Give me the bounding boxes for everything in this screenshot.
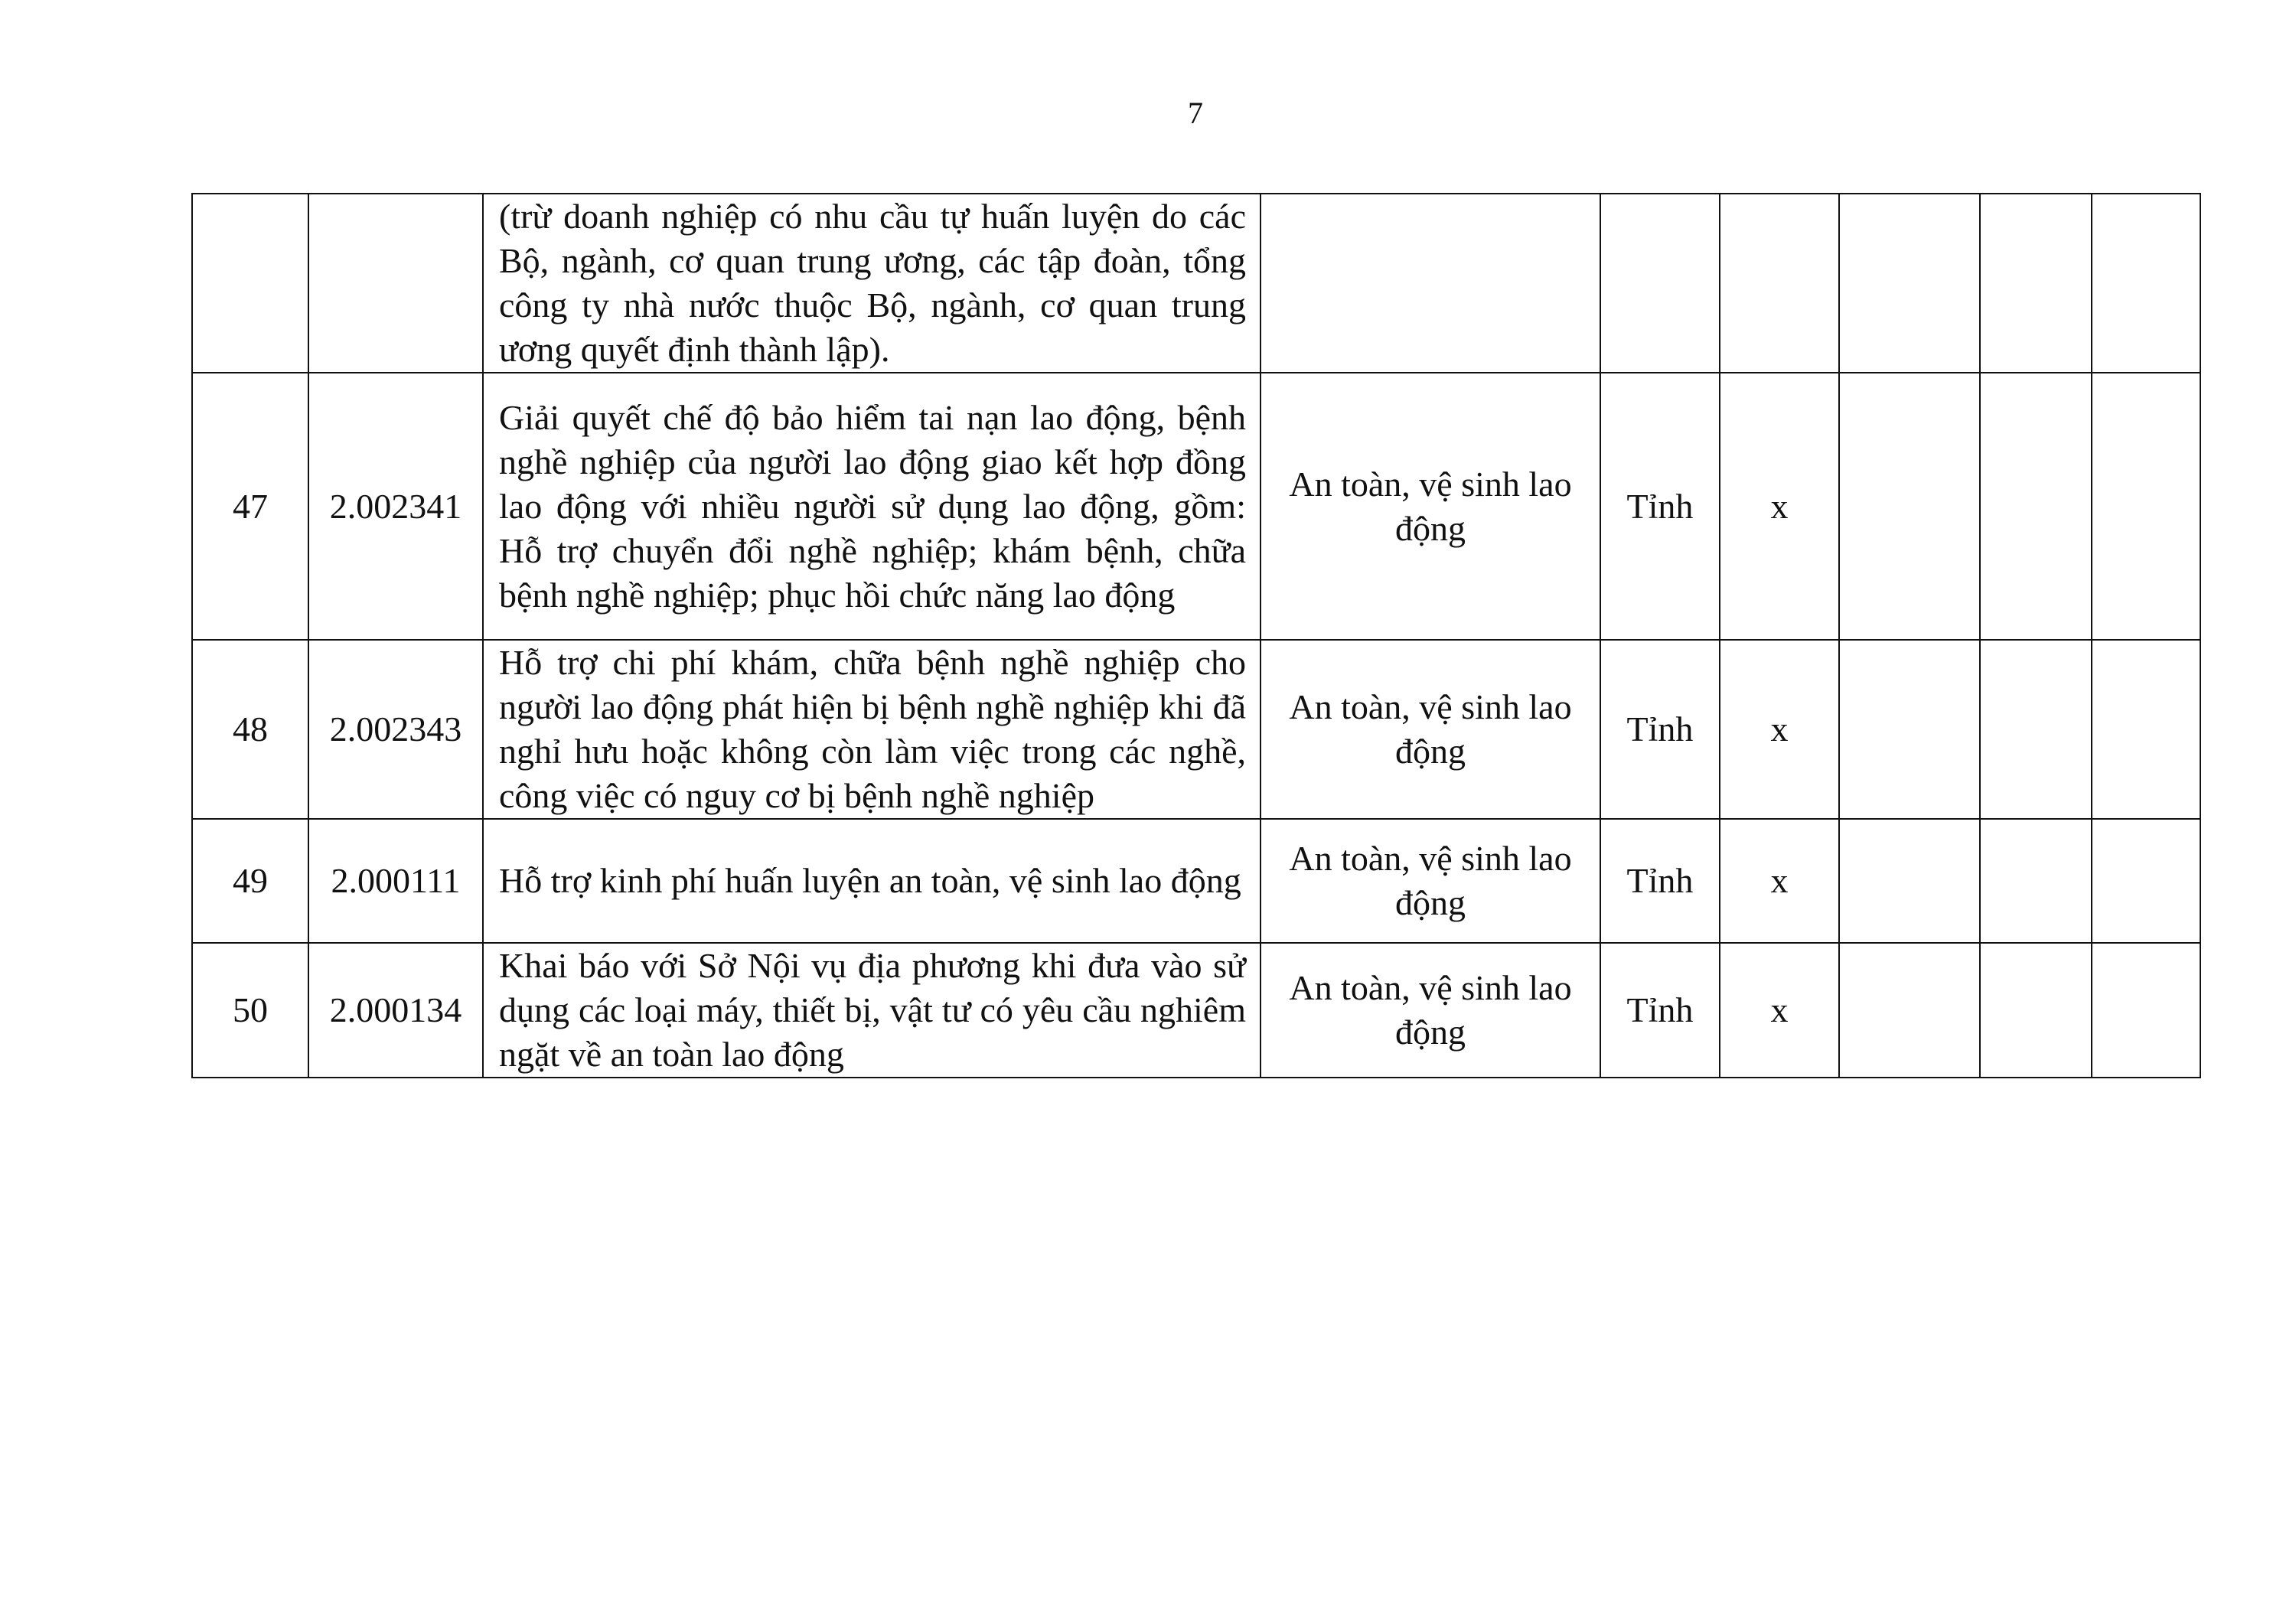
mark-cell xyxy=(2092,640,2200,819)
procedure-name: Hỗ trợ chi phí khám, chữa bệnh nghề nghiệp cho người lao động phát hiện bị bệnh nghề nghiệp khi đã nghỉ hưu hoặc không còn làm việc trong các nghề, công việc có nguy cơ bị bệnh nghề nghiệp xyxy=(483,640,1261,819)
page-number: 7 xyxy=(1188,96,1203,130)
mark-cell xyxy=(1839,819,1980,943)
row-number: 48 xyxy=(192,640,308,819)
mark-cell xyxy=(2092,373,2200,640)
mark-cell xyxy=(2092,819,2200,943)
mark-cell: x xyxy=(1720,819,1839,943)
mark-cell xyxy=(1720,194,1839,373)
mark-cell xyxy=(1839,943,1980,1078)
mark-cell xyxy=(2092,943,2200,1078)
procedure-name: Giải quyết chế độ bảo hiểm tai nạn lao động, bệnh nghề nghiệp của người lao động giao kết hợp đồng lao động với nhiều người sử dụng lao động, gồm: Hỗ trợ chuyển đổi nghề nghiệp; khám bệnh, chữa bệnh nghề nghiệp; phục hồi chức năng lao động xyxy=(483,373,1261,640)
mark-cell xyxy=(1980,640,2092,819)
procedure-field xyxy=(1261,194,1600,373)
mark-cell xyxy=(1980,943,2092,1078)
table-row xyxy=(192,373,2200,640)
mark-cell xyxy=(1839,640,1980,819)
implementation-level: Tỉnh xyxy=(1600,943,1720,1078)
procedure-code xyxy=(308,194,483,373)
table-row xyxy=(192,943,2200,1078)
mark-cell xyxy=(1980,194,2092,373)
row-number: 47 xyxy=(192,373,308,640)
implementation-level: Tỉnh xyxy=(1600,819,1720,943)
mark-cell: x xyxy=(1720,640,1839,819)
table-row xyxy=(192,819,2200,943)
row-number: 49 xyxy=(192,819,308,943)
procedure-code: 2.000134 xyxy=(308,943,483,1078)
row-number xyxy=(192,194,308,373)
row-number: 50 xyxy=(192,943,308,1078)
mark-cell xyxy=(1839,373,1980,640)
procedure-field: An toàn, vệ sinh lao động xyxy=(1261,943,1600,1078)
procedure-table xyxy=(191,193,2201,1078)
procedure-name: Khai báo với Sở Nội vụ địa phương khi đưa vào sử dụng các loại máy, thiết bị, vật tư có yêu cầu nghiêm ngặt về an toàn lao động xyxy=(483,943,1261,1078)
procedure-name: (trừ doanh nghiệp có nhu cầu tự huấn luyện do các Bộ, ngành, cơ quan trung ương, các tập đoàn, tổng công ty nhà nước thuộc Bộ, ngành, cơ quan trung ương quyết định thành lập). xyxy=(483,194,1261,373)
implementation-level: Tỉnh xyxy=(1600,640,1720,819)
mark-cell: x xyxy=(1720,943,1839,1078)
table-row xyxy=(192,194,2200,373)
procedure-code: 2.002343 xyxy=(308,640,483,819)
mark-cell xyxy=(2092,194,2200,373)
implementation-level xyxy=(1600,194,1720,373)
mark-cell xyxy=(1980,373,2092,640)
procedure-field: An toàn, vệ sinh lao động xyxy=(1261,819,1600,943)
mark-cell: x xyxy=(1720,373,1839,640)
implementation-level: Tỉnh xyxy=(1600,373,1720,640)
mark-cell xyxy=(1839,194,1980,373)
procedure-field: An toàn, vệ sinh lao động xyxy=(1261,373,1600,640)
procedure-field: An toàn, vệ sinh lao động xyxy=(1261,640,1600,819)
procedure-code: 2.000111 xyxy=(308,819,483,943)
table-row xyxy=(192,640,2200,819)
mark-cell xyxy=(1980,819,2092,943)
procedure-name: Hỗ trợ kinh phí huấn luyện an toàn, vệ sinh lao động xyxy=(483,819,1261,943)
procedure-code: 2.002341 xyxy=(308,373,483,640)
